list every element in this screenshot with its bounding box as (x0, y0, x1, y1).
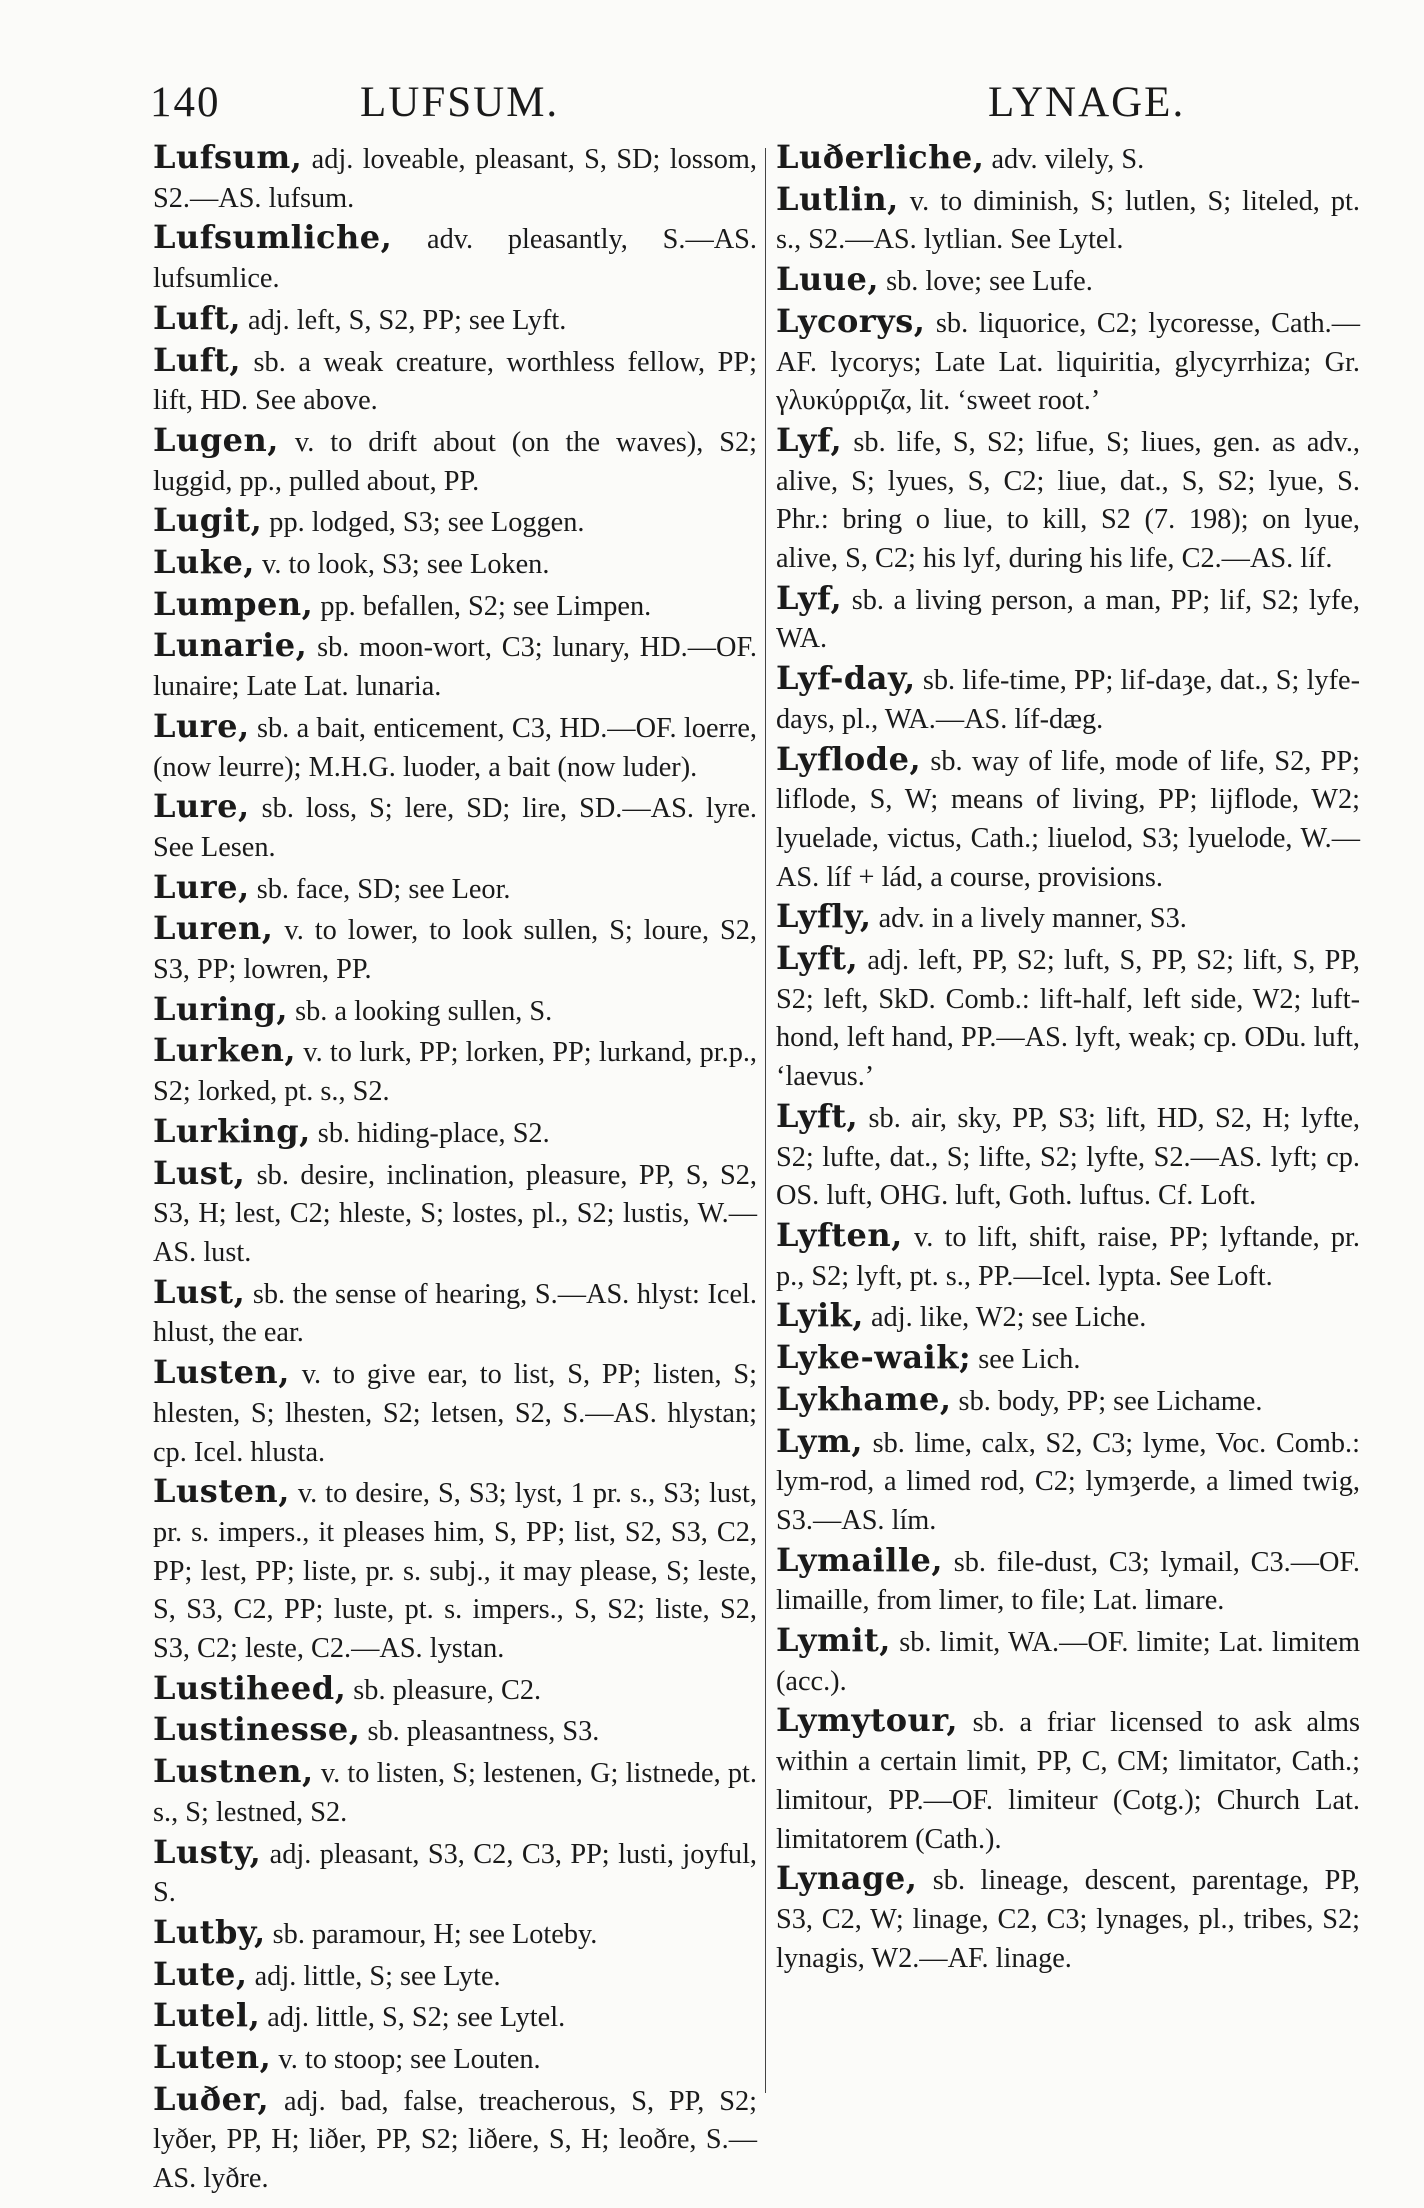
headword: Lutlin, (776, 179, 899, 218)
headword: Lymytour, (776, 1701, 958, 1740)
definition: v. to give ear, to list, S, PP; listen, S; hlesten, S; lhesten, S2; letsen, S2, S.—AS. hlystan; cp. Icel. hlusta. (153, 1359, 757, 1468)
left-running-head: LUFSUM. (360, 79, 560, 126)
definition: adj. loveable, pleasant, S, SD; lossom, S2.—AS. lufsum. (153, 144, 757, 214)
definition: sb. moon-wort, C3; lunary, HD.—OF. lunaire; Late Lat. lunaria. (153, 632, 757, 703)
headword: Lust, (153, 1272, 246, 1311)
dictionary-entry (776, 1296, 1360, 1338)
definition: v. to desire, S, S3; lyst, 1 pr. s., S3; lust, pr. s. impers., it pleases him, S, PP; list, S2, S3, C2, PP; lest, PP; liste, pr. s. subj., it may please, S; leste, S, S3, C2, PP; luste, pt. s. impers., S, S2; liste, S2, S3, C2; leste, C2.—AS. lystan. (153, 1478, 757, 1665)
definition: v. to listen, S; lestenen, G; listnede, pt. s., S; lestned, S2. (153, 1758, 757, 1828)
definition: adv. in a lively manner, S3. (871, 903, 1187, 935)
headword: Luft, (153, 298, 241, 337)
definition: sb. a looking sullen, S. (288, 995, 553, 1027)
definition: sb. paramour, H; see Loteby. (265, 1918, 598, 1950)
dictionary-entry (776, 579, 1360, 659)
headword: Lym, (776, 1421, 863, 1460)
headword: Lufsum, (153, 138, 303, 176)
running-header (150, 78, 1330, 138)
dictionary-entry (153, 1996, 757, 2038)
right-running-head: LYNAGE. (988, 79, 1186, 126)
dictionary-entry (153, 787, 757, 867)
dictionary-entry (153, 626, 757, 706)
dictionary-entry (776, 1859, 1360, 1978)
headword: Lusty, (153, 1832, 262, 1871)
definition: adj. bad, false, treacherous, S, PP, S2; lyðer, PP, H; liðer, PP, S2; liðere, S, H; leoðre, S.—AS. lyðre. (153, 2085, 757, 2195)
dictionary-entry (776, 1701, 1360, 1859)
definition: sb. liquorice, C2; lycoresse, Cath.—AF. lycorys; Late Lat. liquiritia, glycyrrhiza; Gr. γλυκύρριζα, lit. ‘sweet root.’ (776, 307, 1360, 417)
definition: adj. pleasant, S3, C2, C3, PP; lusti, joyful, S. (153, 1838, 757, 1909)
headword: Luue, (776, 260, 880, 299)
dictionary-entry (153, 299, 757, 341)
dictionary-entry (153, 138, 757, 218)
dictionary-entry (153, 1669, 757, 1711)
dictionary-entry (153, 868, 757, 910)
dictionary-entry (776, 1338, 1360, 1380)
headword: Lugit, (153, 501, 263, 540)
definition: sb. a bait, enticement, C3, HD.—OF. loerre, (now leurre); M.H.G. luoder, a bait (now luder). (153, 712, 757, 783)
headword: Lunarie, (153, 626, 308, 665)
dictionary-entry (776, 138, 1360, 180)
dictionary-entry (153, 1710, 757, 1752)
headword: Lute, (153, 1954, 248, 1993)
dictionary-entry (153, 1752, 757, 1832)
dictionary-entry (153, 1353, 757, 1472)
headword: Lustiheed, (153, 1668, 347, 1707)
headword: Luren, (153, 909, 274, 948)
dictionary-entry (153, 341, 757, 421)
dictionary-entry (153, 1472, 757, 1669)
headword: Lure, (153, 787, 250, 826)
definition: v. to diminish, S; lutlen, S; liteled, pt. s., S2.—AS. lytlian. See Lytel. (776, 185, 1360, 256)
headword: Luft, (153, 340, 241, 379)
definition: adv. vilely, S. (984, 144, 1145, 175)
dictionary-entry (776, 1621, 1360, 1701)
headword: Lyf, (776, 578, 843, 617)
definition: v. to lower, to look sullen, S; loure, S2, S3, PP; lowren, PP. (153, 915, 757, 986)
definition: sb. way of life, mode of life, S2, PP; liflode, S, W; means of living, PP; lijflode, W2; lyuelade, victus, Cath.; liuelod, S3; lyuelode, W.—AS. líf + lád, a course, provisions. (776, 745, 1360, 893)
definition: sb. limit, WA.—OF. limite; Lat. limitem (acc.). (776, 1627, 1360, 1697)
headword: Lyke-waik; (776, 1338, 972, 1377)
headword: Lyft, (776, 1096, 859, 1135)
definition: v. to lurk, PP; lorken, PP; lurkand, pr.p., S2; lorked, pt. s., S2. (153, 1037, 757, 1108)
column-divider (765, 148, 766, 2093)
dictionary-entry (153, 909, 757, 989)
definition: sb. desire, inclination, pleasure, PP, S, S2, S3, H; lest, C2; hleste, S; lostes, pl., S2; lustis, W.—AS. lust. (153, 1159, 757, 1268)
dictionary-entry (153, 1112, 757, 1154)
definition: adj. little, S; see Lyte. (247, 1960, 501, 1992)
page-number: 140 (150, 79, 221, 126)
headword: Lyft, (776, 939, 859, 978)
dictionary-entry (153, 1273, 757, 1353)
dictionary-entry (776, 1097, 1360, 1216)
definition: adj. left, S, S2, PP; see Lyft. (240, 304, 567, 336)
headword: Lymit, (776, 1621, 891, 1660)
right-column (776, 138, 1360, 1978)
headword: Lugen, (153, 420, 279, 459)
definition: v. to drift about (on the waves), S2; luggid, pp., pulled about, PP. (153, 426, 757, 497)
definition: adv. pleasantly, S.—AS. lufsumlice. (153, 224, 757, 295)
headword: Lyf-day, (776, 659, 916, 698)
definition: adj. like, W2; see Liche. (863, 1302, 1147, 1334)
headword: Lykhame, (776, 1379, 952, 1418)
dictionary-entry (776, 302, 1360, 421)
definition: sb. pleasure, C2. (346, 1674, 542, 1706)
headword: Lymaille, (776, 1540, 944, 1579)
dictionary-entry (153, 585, 757, 627)
left-column (153, 138, 757, 2199)
definition: sb. file-dust, C3; lymail, C3.—OF. limaille, from limer, to file; Lat. limare. (776, 1546, 1360, 1617)
dictionary-entry (153, 990, 757, 1032)
definition: v. to lift, shift, raise, PP; lyftande, pr. p., S2; lyft, pt. s., PP.—Icel. lypta. See Loft. (776, 1221, 1360, 1292)
headword: Lust, (153, 1153, 246, 1192)
dictionary-entry (776, 180, 1360, 260)
headword: Lyik, (776, 1296, 864, 1335)
dictionary-entry (776, 897, 1360, 939)
headword: Luring, (153, 989, 289, 1028)
dictionary-entry (153, 421, 757, 501)
dictionary-entry (776, 1380, 1360, 1422)
headword: Lurking, (153, 1111, 311, 1150)
definition: sb. loss, S; lere, SD; lire, SD.—AS. lyre. See Lesen. (153, 793, 757, 863)
headword: Lurken, (153, 1031, 297, 1070)
dictionary-entry (153, 2038, 757, 2080)
dictionary-entry (776, 659, 1360, 739)
dictionary-entry (153, 1955, 757, 1997)
definition: sb. life-time, PP; lif-daȝe, dat., S; lyfe-days, pl., WA.—AS. líf-dæg. (776, 665, 1360, 735)
dictionary-entry (776, 740, 1360, 898)
headword: Luðerliche, (776, 138, 985, 176)
dictionary-entry (153, 707, 757, 787)
headword: Lumpen, (153, 584, 314, 623)
definition: sb. hiding-place, S2. (310, 1117, 550, 1149)
dictionary-entry (776, 1541, 1360, 1621)
definition: sb. a friar licensed to ask alms within a certain limit, PP, C, CM; limitator, Cath.; limitour, PP.—OF. limiteur (Cotg.); Church Lat. limitatorem (Cath.). (776, 1707, 1360, 1855)
dictionary-entry (776, 260, 1360, 302)
dictionary-entry (776, 939, 1360, 1097)
headword: Lynage, (776, 1859, 918, 1898)
headword: Lustinesse, (153, 1710, 361, 1749)
dictionary-entry (776, 421, 1360, 579)
dictionary-entry (776, 1216, 1360, 1296)
headword: Luðer, (153, 2079, 270, 2118)
dictionary-entry (153, 218, 757, 298)
headword: Lure, (153, 706, 250, 745)
definition: pp. befallen, S2; see Limpen. (313, 590, 652, 622)
headword: Lyflode, (776, 739, 922, 778)
headword: Lusten, (153, 1353, 290, 1392)
headword: Lustnen, (153, 1752, 314, 1791)
definition: sb. a living person, a man, PP; lif, S2; lyfe, WA. (776, 584, 1360, 655)
definition: v. to look, S3; see Loken. (254, 549, 550, 581)
dictionary-entry (153, 1031, 757, 1111)
dictionary-entry (153, 1154, 757, 1273)
headword: Lutby, (153, 1912, 266, 1951)
headword: Lyfly, (776, 897, 872, 936)
definition: sb. pleasantness, S3. (360, 1716, 600, 1748)
dictionary-entry (776, 1422, 1360, 1541)
headword: Lyf, (776, 420, 843, 459)
headword: Luke, (153, 543, 255, 582)
definition: sb. body, PP; see Lichame. (951, 1385, 1263, 1417)
definition: sb. the sense of hearing, S.—AS. hlyst: Icel. hlust, the ear. (153, 1278, 757, 1349)
headword: Lure, (153, 867, 250, 906)
definition: sb. lime, calx, S2, C3; lyme, Voc. Comb.: lym-rod, a limed rod, C2; lymȝerde, a limed twig, S3.—AS. lím. (776, 1427, 1360, 1536)
definition: sb. love; see Lufe. (879, 266, 1093, 298)
headword: Luten, (153, 2038, 272, 2077)
definition: sb. lineage, descent, parentage, PP, S3, C2, W; linage, C2, C3; lynages, pl., tribes, S2; lynagis, W2.—AF. linage. (776, 1865, 1360, 1974)
definition: pp. lodged, S3; see Loggen. (262, 507, 585, 539)
headword: Lycorys, (776, 301, 926, 340)
definition: adj. little, S, S2; see Lytel. (260, 2002, 566, 2034)
definition: sb. face, SD; see Leor. (249, 873, 511, 905)
definition: adj. left, PP, S2; luft, S, PP, S2; lift, S, PP, S2; left, SkD. Comb.: lift-half, left side, W2; luft-hond, left hand, PP.—AS. lyft, weak; cp. ODu. luft, ‘laevus.’ (776, 945, 1360, 1093)
headword: Lufsumliche, (153, 218, 393, 257)
headword: Lusten, (153, 1472, 290, 1511)
headword: Lyften, (776, 1215, 903, 1254)
dictionary-entry (153, 501, 757, 543)
headword: Lutel, (153, 1996, 261, 2035)
dictionary-entry (153, 1833, 757, 1913)
dictionary-entry (153, 543, 757, 585)
dictionary-entry (153, 1913, 757, 1955)
dictionary-entry (153, 2080, 757, 2199)
definition: sb. life, S, S2; lifue, S; liues, gen. as adv., alive, S; lyues, S, C2; liue, dat., S, S2; lyue, S. Phr.: bring o liue, to kill, S2 (7. 198); on lyue, alive, S, C2; his lyf, during his life, C2.—AS. líf. (776, 426, 1360, 575)
definition: sb. air, sky, PP, S3; lift, HD, S2, H; lyfte, S2; lufte, dat., S; lifte, S2; lyfte, S2.—AS. lyft; cp. OS. luft, OHG. luft, Goth. luftus. Cf. Loft. (776, 1102, 1360, 1212)
definition: v. to stoop; see Louten. (271, 2044, 541, 2076)
definition: sb. a weak creature, worthless fellow, PP; lift, HD. See above. (153, 346, 757, 417)
definition: see Lich. (971, 1344, 1081, 1376)
